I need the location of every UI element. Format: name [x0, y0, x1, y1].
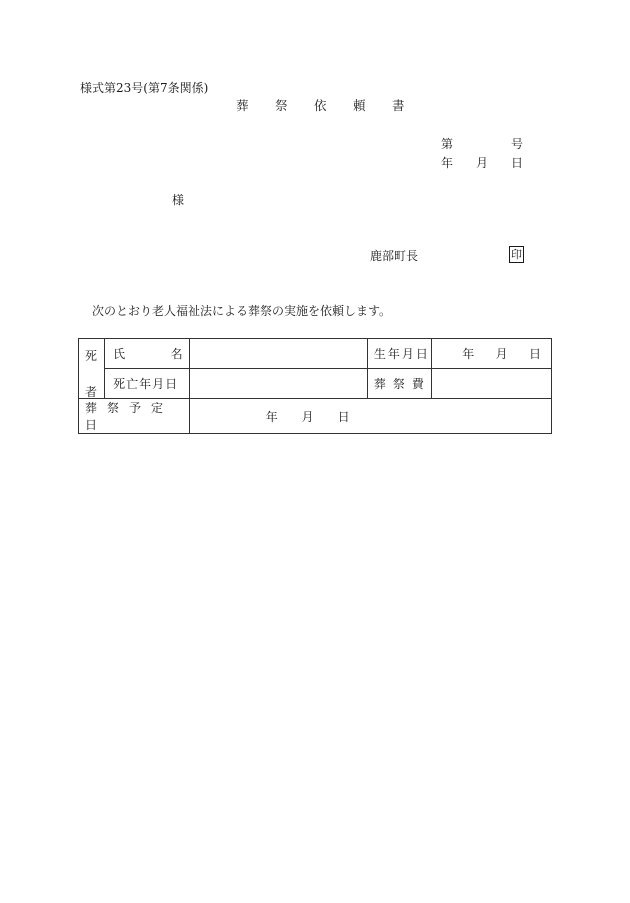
cost-label-cell	[367, 369, 431, 399]
planned-date-field[interactable]	[189, 399, 551, 434]
date-day: 日	[510, 156, 523, 170]
intro-text: 次のとおり老人福祉法による葬祭の実施を依頼します。	[92, 304, 392, 318]
death-label: 死亡年月日	[113, 377, 179, 391]
title-char: 頼	[352, 98, 366, 113]
name-label-cell	[105, 339, 190, 369]
birth-year: 年	[462, 347, 475, 361]
planned-year: 年	[265, 409, 278, 424]
birth-month: 月	[495, 347, 508, 361]
addressee-honorific: 様	[172, 193, 185, 207]
title-char: 祭	[274, 98, 288, 113]
birth-label-cell	[367, 339, 431, 369]
cost-field[interactable]	[432, 369, 552, 399]
title-char: 葬	[236, 98, 249, 113]
table-row	[79, 399, 552, 434]
title-char: 書	[391, 98, 405, 113]
deceased-label-cell	[79, 339, 105, 399]
funeral-request-table	[78, 338, 552, 434]
planned-label-cell	[79, 399, 190, 434]
planned-month: 月	[301, 409, 314, 424]
name-label-2: 名	[170, 347, 183, 361]
birth-label: 生年月日	[373, 347, 430, 361]
deceased-label-bottom: 者	[85, 385, 98, 399]
name-field[interactable]	[189, 339, 367, 369]
seal-mark: 印	[511, 248, 522, 261]
issuer-name: 鹿部町長	[370, 249, 419, 263]
title-char: 依	[313, 98, 327, 113]
number-suffix: 号	[510, 137, 523, 151]
death-date-field[interactable]	[189, 369, 367, 399]
deceased-label-top: 死	[85, 349, 98, 363]
name-label-1: 氏	[113, 347, 126, 361]
birth-day: 日	[528, 347, 541, 361]
death-label-cell	[105, 369, 190, 399]
document-title	[236, 100, 404, 113]
cost-label: 葬祭費	[373, 377, 431, 391]
table-row	[79, 339, 552, 369]
form-number: 様式第23号(第7条関係)	[80, 81, 209, 95]
date-month: 月	[475, 156, 488, 170]
document-date	[441, 157, 523, 169]
birth-date-field[interactable]	[432, 339, 552, 369]
date-year: 年	[441, 156, 454, 170]
table-row	[79, 369, 552, 399]
number-prefix: 第	[441, 137, 454, 151]
document-number	[441, 138, 523, 150]
planned-label: 葬祭予定日	[85, 401, 174, 432]
planned-day: 日	[337, 409, 350, 424]
